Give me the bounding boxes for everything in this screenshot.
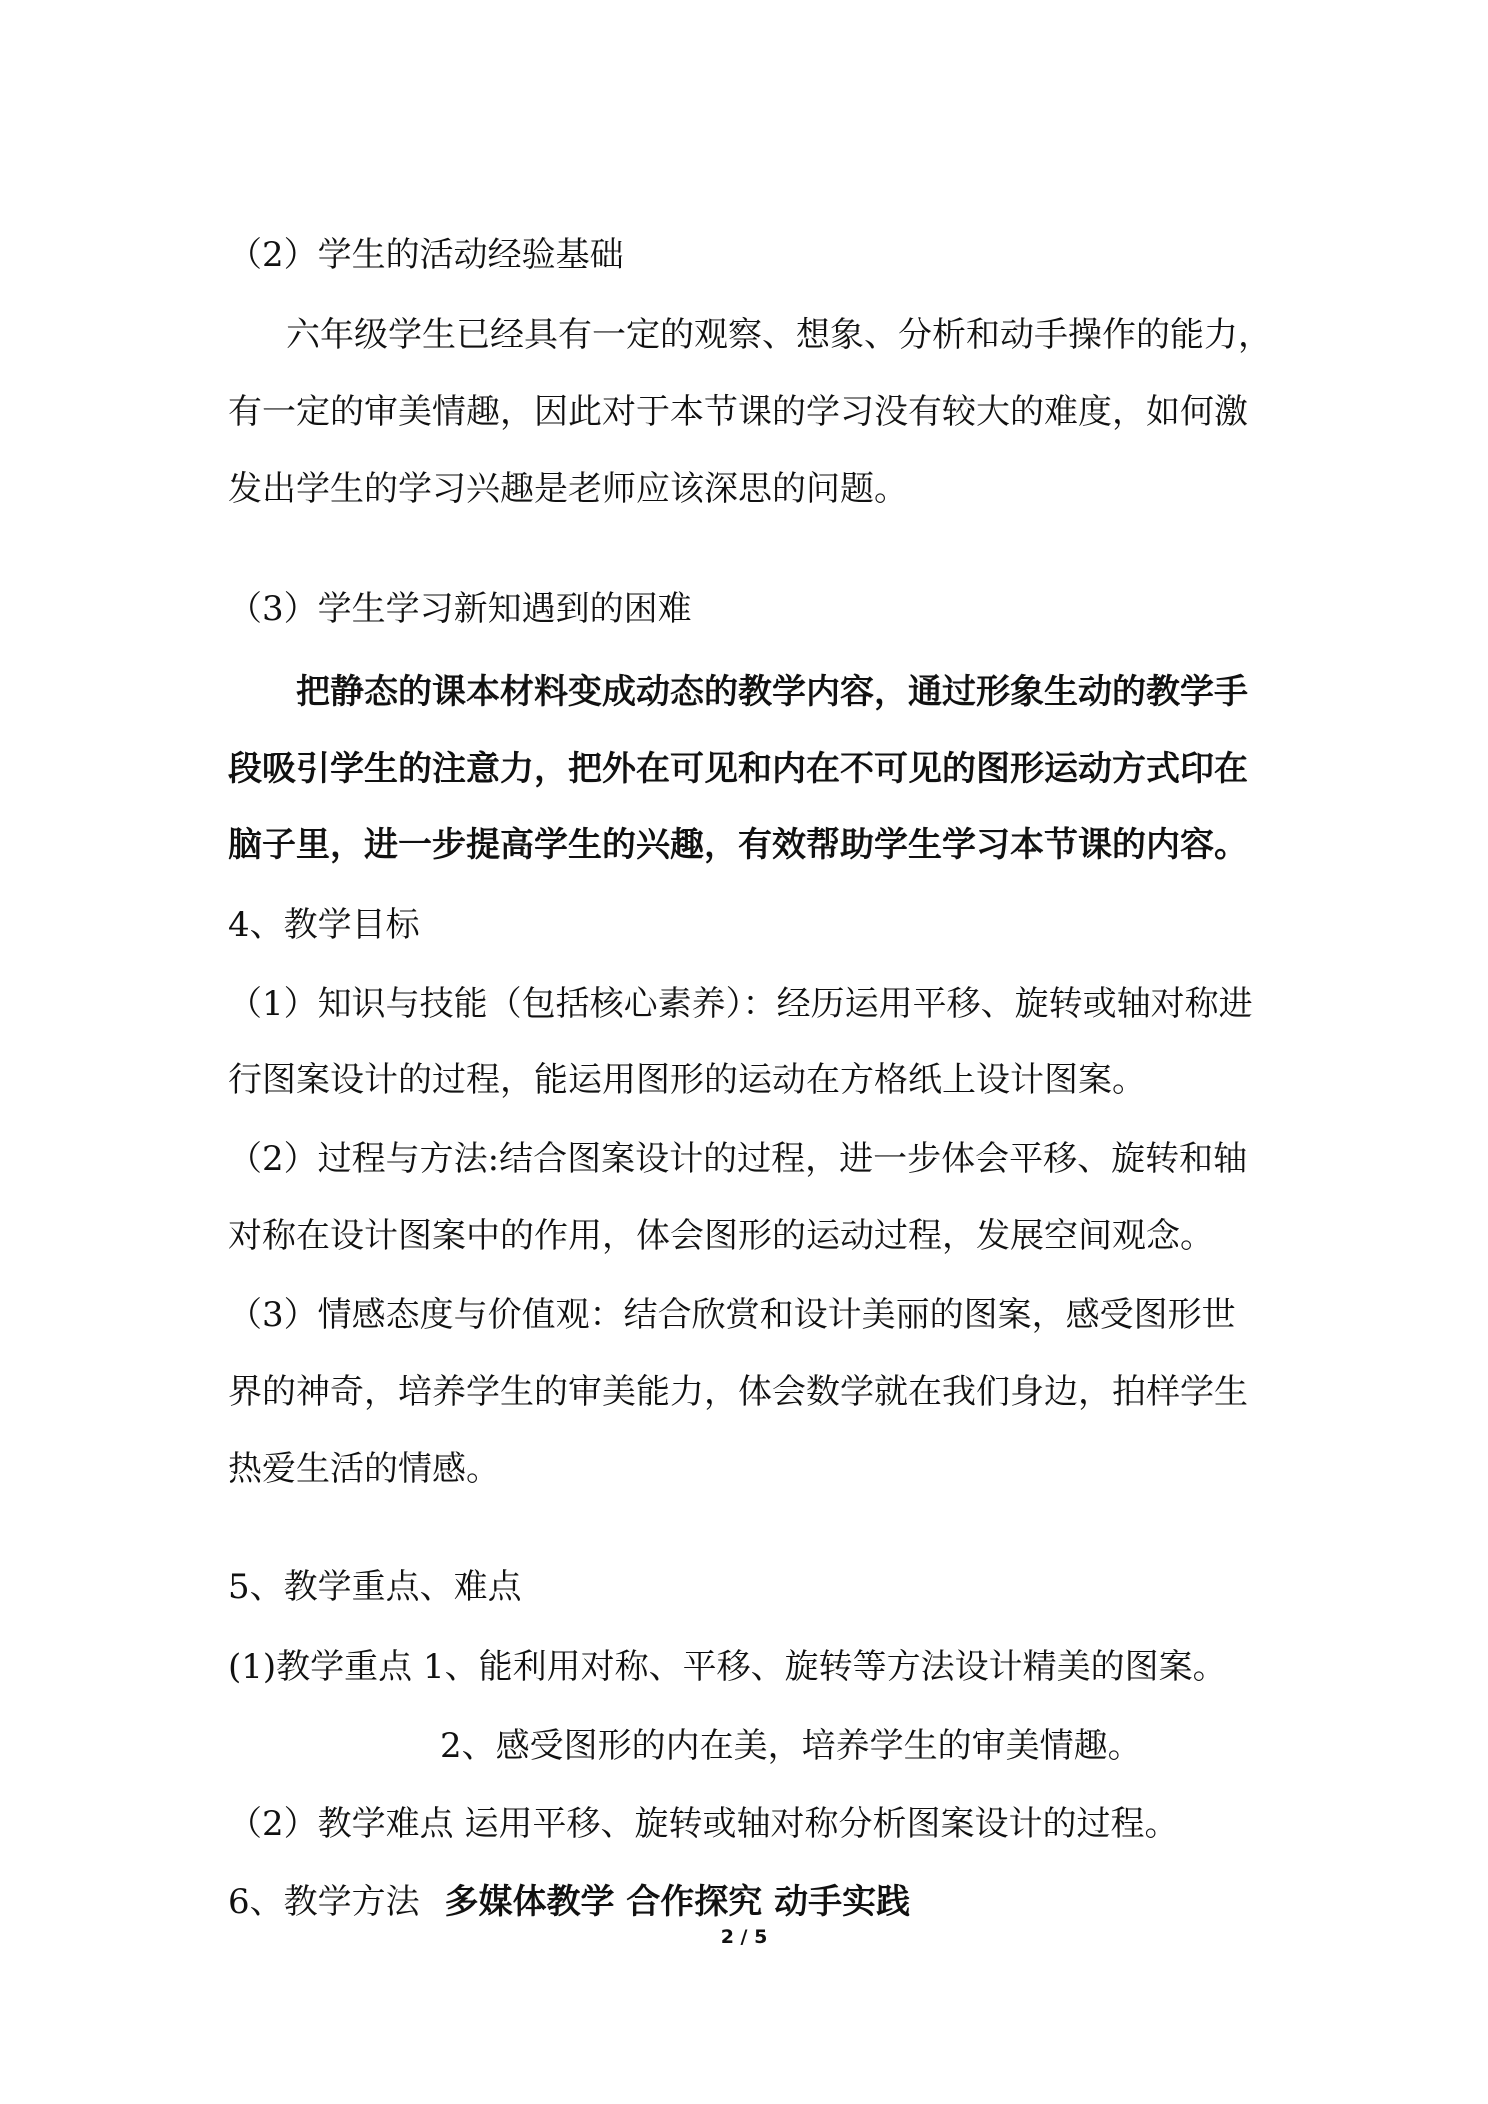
bold-paragraph-line: 脑子里，进一步提高学生的兴趣，有效帮助学生学习本节课的内容。	[228, 825, 1248, 865]
paragraph-line: 发出学生的学习兴趣是老师应该深思的问题。	[228, 469, 908, 509]
goal-line: 行图案设计的过程，能运用图形的运动在方格纸上设计图案。	[228, 1060, 1146, 1100]
bold-paragraph-line: 段吸引学生的注意力，把外在可见和内在不可见的图形运动方式印在	[228, 749, 1248, 789]
method-line	[228, 1880, 910, 1924]
method-items: 多媒体教学 合作探究 动手实践	[444, 1882, 911, 1922]
goal-line: 对称在设计图案中的作用，体会图形的运动过程，发展空间观念。	[228, 1216, 1214, 1256]
goal-line: 界的神奇，培养学生的审美能力，体会数学就在我们身边，拍样学生	[228, 1372, 1248, 1412]
difficulty-line: （2）教学难点 运用平移、旋转或轴对称分析图案设计的过程。	[228, 1804, 1179, 1844]
subheading-activity-experience: （2）学生的活动经验基础	[228, 235, 624, 275]
subheading-difficulties: （3）学生学习新知遇到的困难	[228, 589, 692, 629]
section-heading-goals: 4、教学目标	[228, 905, 420, 945]
goal-line: （3）情感态度与价值观：结合欣赏和设计美丽的图案，感受图形世	[228, 1295, 1236, 1335]
bold-paragraph-line: 把静态的课本材料变成动态的教学内容，通过形象生动的教学手	[296, 672, 1248, 712]
key-point-line: (1)教学重点 1、能利用对称、平移、旋转等方法设计精美的图案。	[228, 1647, 1227, 1687]
goal-line: （1）知识与技能（包括核心素养）：经历运用平移、旋转或轴对称进	[228, 984, 1253, 1024]
paragraph-line: 六年级学生已经具有一定的观察、想象、分析和动手操作的能力，	[286, 315, 1272, 355]
method-label: 6、教学方法	[228, 1882, 420, 1922]
goal-line: （2）过程与方法:结合图案设计的过程，进一步体会平移、旋转和轴	[228, 1139, 1248, 1179]
goal-line: 热爱生活的情感。	[228, 1449, 500, 1489]
page-number: 2 / 5	[720, 1926, 768, 1948]
paragraph-line: 有一定的审美情趣，因此对于本节课的学习没有较大的难度，如何激	[228, 392, 1248, 432]
key-point-line: 2、感受图形的内在美，培养学生的审美情趣。	[440, 1726, 1142, 1766]
section-heading-key-points: 5、教学重点、难点	[228, 1567, 522, 1607]
